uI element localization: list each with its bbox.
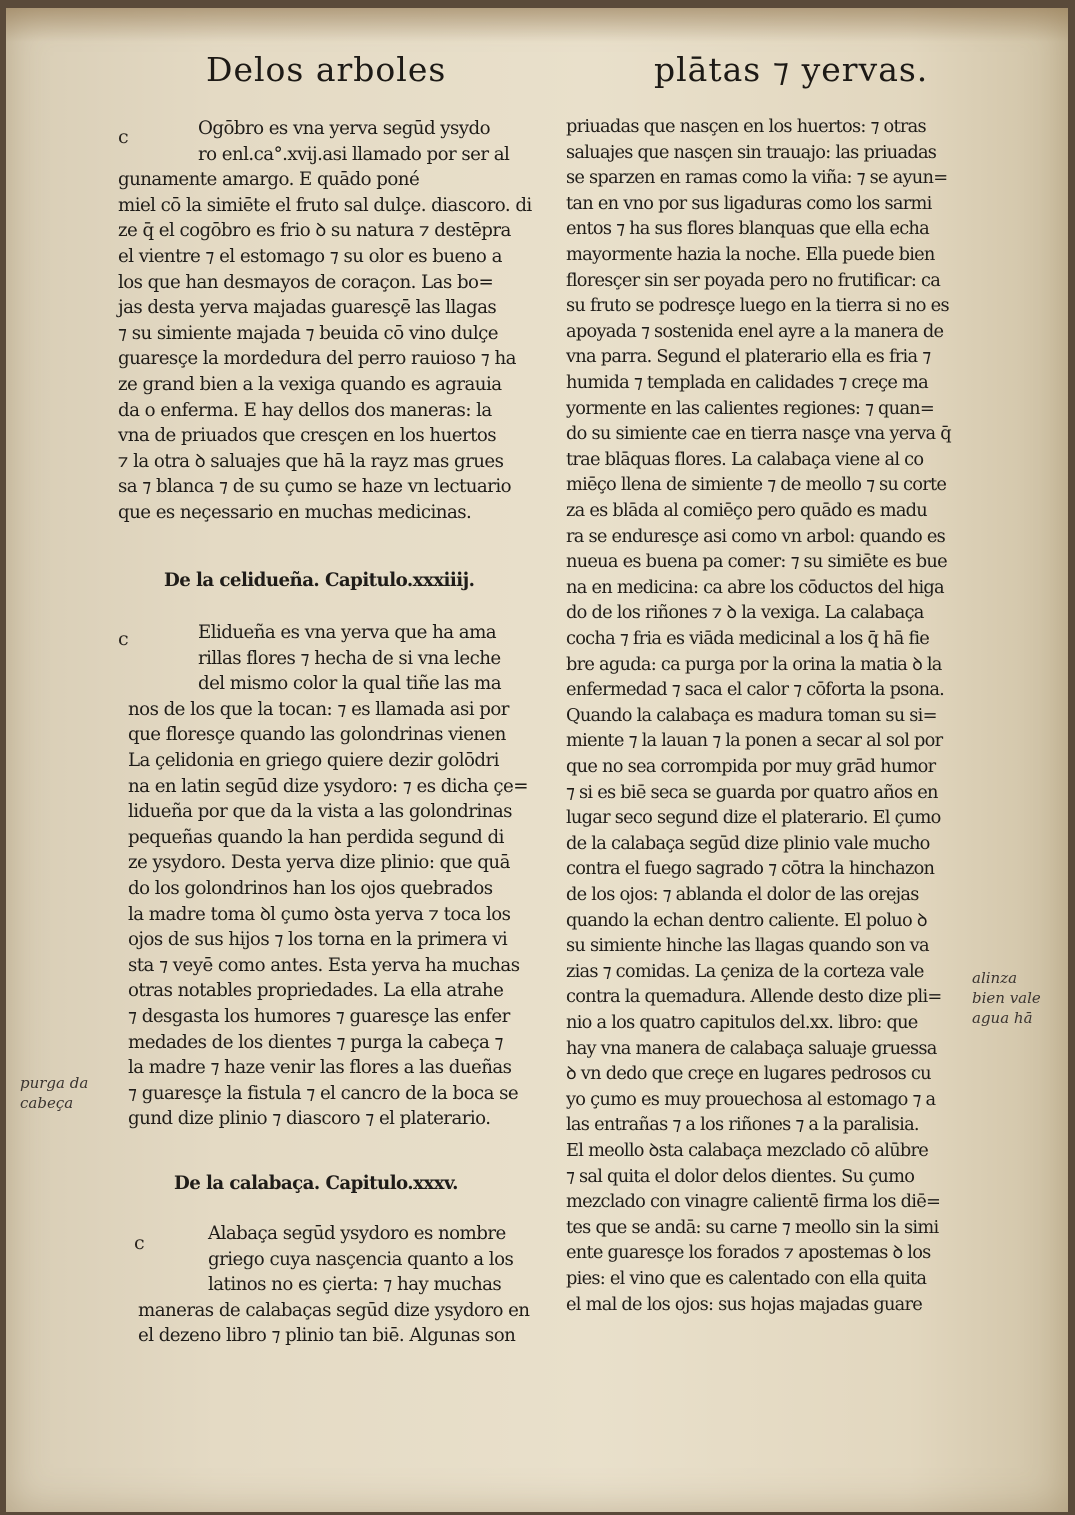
initial-letter-placeholder: c bbox=[118, 628, 129, 650]
text-line: tan en vno por sus ligaduras como los sarmi bbox=[566, 192, 932, 214]
text-line: saluajes que nasçen sin trauajo: las priuadas bbox=[566, 141, 937, 163]
text-line: de los ojos: ⁊ ablanda el dolor de las orejas bbox=[566, 884, 919, 905]
text-line: Quando la calabaça es madura toman su si= bbox=[566, 704, 937, 726]
text-line: nos de los que la tocan: ⁊ es llamada asi por bbox=[128, 698, 509, 720]
text-line: contra el fuego sagrado ⁊ cōtra la hinchazon bbox=[566, 858, 935, 880]
text-line: tes que se andā: su carne ⁊ meollo sin la simi bbox=[566, 1216, 939, 1238]
text-line: mezclado con vinagre calientē firma los diē= bbox=[566, 1191, 941, 1213]
text-line: na en latin segūd dize ysydoro: ⁊ es dicha çe= bbox=[128, 775, 528, 797]
text-line: yo çumo es muy prouechosa al estomago ⁊ a bbox=[566, 1088, 936, 1110]
text-line: sta ⁊ veyē como antes. Esta yerva ha muchas bbox=[128, 954, 520, 976]
text-line: vna parra. Segund el platerario ella es fria ⁊ bbox=[566, 346, 931, 368]
running-header-right: plātas ⁊ yervas. bbox=[654, 50, 929, 89]
margin-note-line: agua hā bbox=[972, 1009, 1033, 1027]
text-line: la madre toma ꝺl çumo ꝺsta yerva ⁊ toca los bbox=[128, 903, 511, 925]
text-line: bre aguda: ca purga por la orina la matia ꝺ la bbox=[566, 653, 942, 675]
text-line: ze ysydoro. Desta yerva dize plinio: que quā bbox=[128, 852, 510, 874]
text-line: gund dize plinio ⁊ diascoro ⁊ el platerario. bbox=[128, 1108, 491, 1130]
text-line: jas desta yerva majadas guaresçē las llagas bbox=[118, 297, 497, 319]
text-line: de la calabaça segūd dize plinio vale mucho bbox=[566, 832, 930, 854]
text-line: otras notables propriedades. La ella atrahe bbox=[128, 980, 504, 1002]
text-line: que es neçessario en muchas medicinas. bbox=[118, 502, 472, 523]
text-line: lugar seco segund dize el platerario. El çumo bbox=[566, 807, 941, 829]
text-line: Ogōbro es vna yerva segūd ysydo bbox=[198, 118, 490, 139]
text-line: ⁊ sal quita el dolor delos dientes. Su çumo bbox=[566, 1165, 915, 1187]
text-line: nueua es buena pa comer: ⁊ su simiēte es bue bbox=[566, 551, 947, 573]
text-line: vna de priuados que cresçen en los huertos bbox=[118, 425, 497, 447]
text-line: del mismo color la qual tiñe las ma bbox=[198, 673, 501, 695]
text-line: el vientre ⁊ el estomago ⁊ su olor es bueno a bbox=[118, 246, 502, 267]
text-line: lidueña por que da la vista a las golondrinas bbox=[128, 801, 512, 823]
text-line: su simiente hinche las llagas quando son va bbox=[566, 935, 929, 957]
text-line: las entrañas ⁊ a los riñones ⁊ a la paralisia. bbox=[566, 1114, 919, 1136]
text-line: miēço llena de simiente ⁊ de meollo ⁊ su corte bbox=[566, 474, 947, 496]
text-line: gunamente amargo. E quādo poné bbox=[118, 169, 420, 191]
manuscript-page bbox=[6, 8, 1068, 1512]
text-line: pies: el vino que es calentado con ella quita bbox=[566, 1268, 927, 1289]
text-line: ze q̄ el cogōbro es frio ꝺ su natura ⁊ destēpra bbox=[118, 220, 511, 242]
text-line: humida ⁊ templada en calidades ⁊ creçe ma bbox=[566, 372, 928, 393]
text-line: do los golondrinos han los ojos quebrados bbox=[128, 878, 493, 899]
text-line: mayormente hazia la noche. Ella puede bien bbox=[566, 244, 935, 265]
text-line: miente ⁊ la lauan ⁊ la ponen a secar al sol por bbox=[566, 730, 943, 752]
text-line: ze grand bien a la vexiga quando es agrauia bbox=[118, 374, 502, 395]
initial-letter-placeholder: c bbox=[134, 1232, 145, 1254]
text-line: que no sea corrompida por muy grād humor bbox=[566, 756, 936, 777]
text-line: maneras de calabaças segūd dize ysydoro en bbox=[138, 1299, 530, 1321]
text-line: do su simiente cae en tierra nasçe vna yerva q̄ bbox=[566, 423, 951, 445]
text-line: el mal de los ojos: sus hojas majadas guare bbox=[566, 1293, 923, 1315]
text-line: ⁊ guaresçe la fistula ⁊ el cancro de la boca se bbox=[128, 1082, 519, 1104]
text-line: priuadas que nasçen en los huertos: ⁊ otras bbox=[566, 116, 926, 137]
section-heading: De la celidueña. Capitulo.xxxiiij. bbox=[164, 570, 475, 591]
text-line: su fruto se podresçe luego en la tierra si no es bbox=[566, 295, 949, 317]
text-line: apoyada ⁊ sostenida enel ayre a la manera de bbox=[566, 320, 944, 342]
text-line: nio a los quatro capitulos del.xx. libro: que bbox=[566, 1012, 918, 1033]
text-line: Elidueña es vna yerva que ha ama bbox=[198, 622, 497, 643]
text-line: ra se enduresçe asi como vn arbol: quando es bbox=[566, 525, 946, 547]
text-line: la madre ⁊ haze venir las flores a las dueñas bbox=[128, 1057, 512, 1079]
text-line: rillas flores ⁊ hecha de si vna leche bbox=[198, 647, 501, 669]
text-line: latinos no es çierta: ⁊ hay muchas bbox=[208, 1274, 502, 1296]
text-line: el dezeno libro ⁊ plinio tan biē. Algunas son bbox=[138, 1325, 516, 1347]
text-line: que floresçe quando las golondrinas vienen bbox=[128, 724, 506, 746]
margin-note-line: purga da bbox=[20, 1074, 89, 1092]
running-header-left: Delos arboles bbox=[206, 50, 447, 89]
initial-letter-placeholder: c bbox=[118, 126, 129, 148]
text-line: ⁊ la otra ꝺ saluajes que hā la rayz mas grues bbox=[118, 450, 504, 472]
text-line: yormente en las calientes regiones: ⁊ quan= bbox=[566, 397, 935, 419]
text-line: ojos de sus hijos ⁊ los torna en la primera vi bbox=[128, 929, 508, 951]
text-line: miel cō la simiēte el fruto sal dulçe. diascoro. di bbox=[118, 194, 532, 216]
margin-note-line: bien vale bbox=[972, 989, 1041, 1007]
text-line: guaresçe la mordedura del perro rauioso ⁊ ha bbox=[118, 348, 516, 370]
text-line: los que han desmayos de coraçon. Las bo= bbox=[118, 271, 494, 293]
text-line: da o enferma. E hay dellos dos maneras: la bbox=[118, 399, 492, 421]
text-line: enfermedad ⁊ saca el calor ⁊ cōforta la psona. bbox=[566, 679, 945, 701]
text-line: hay vna manera de calabaça saluaje gruessa bbox=[566, 1037, 937, 1059]
margin-note-line: alinza bbox=[972, 969, 1018, 987]
text-line: floresçer sin ser poyada pero no frutificar: ca bbox=[566, 269, 941, 291]
text-line: griego cuya nasçencia quanto a los bbox=[208, 1248, 514, 1270]
text-line: na en medicina: ca abre los cōductos del higa bbox=[566, 576, 944, 598]
text-line: contra la quemadura. Allende desto dize pli= bbox=[566, 986, 942, 1008]
text-line: do de los riñones ⁊ ꝺ la vexiga. La calabaça bbox=[566, 602, 924, 624]
text-line: La çelidonia en griego quiere dezir golōdri bbox=[128, 750, 499, 771]
text-line: entos ⁊ ha sus flores blanquas que ella echa bbox=[566, 218, 929, 240]
text-line: ⁊ su simiente majada ⁊ beuida cō vino dulçe bbox=[118, 322, 498, 344]
text-line: pequeñas quando la han perdida segund di bbox=[128, 826, 504, 848]
text-line: za es blāda al comiēço pero quādo es madu bbox=[566, 500, 928, 521]
text-line: medades de los dientes ⁊ purga la cabeça ⁊ bbox=[128, 1031, 503, 1053]
text-line: zias ⁊ comidas. La çeniza de la corteza vale bbox=[566, 960, 924, 982]
margin-note-left bbox=[20, 1073, 88, 1113]
text-line: sa ⁊ blanca ⁊ de su çumo se haze vn lectuario bbox=[118, 476, 511, 498]
text-line: ⁊ si es biē seca se guarda por quatro años en bbox=[566, 781, 938, 803]
text-line: Alabaça segūd ysydoro es nombre bbox=[208, 1223, 506, 1244]
text-line: trae blāquas flores. La calabaça viene al co bbox=[566, 448, 924, 470]
section-heading: De la calabaça. Capitulo.xxxv. bbox=[174, 1173, 458, 1194]
text-line: ꝺ vn dedo que creçe en lugares pedrosos cu bbox=[566, 1063, 931, 1085]
margin-note-line: cabeça bbox=[20, 1094, 74, 1112]
margin-note-right bbox=[972, 968, 1041, 1028]
text-line: cocha ⁊ fria es viāda medicinal a los q̄ hā fie bbox=[566, 628, 930, 649]
text-line: ⁊ desgasta los humores ⁊ guaresçe las enfer bbox=[128, 1006, 510, 1027]
text-line: El meollo ꝺsta calabaça mezclado cō alūbre bbox=[566, 1140, 929, 1161]
text-line: ente guaresçe los forados ⁊ apostemas ꝺ los bbox=[566, 1242, 931, 1264]
page-stain bbox=[6, 8, 1068, 42]
text-line: se sparzen en ramas como la viña: ⁊ se ayun= bbox=[566, 167, 948, 189]
text-line: ro enl.ca°.xvij.asi llamado por ser al bbox=[198, 143, 510, 165]
text-line: quando la echan dentro caliente. El poluo ꝺ bbox=[566, 909, 927, 931]
